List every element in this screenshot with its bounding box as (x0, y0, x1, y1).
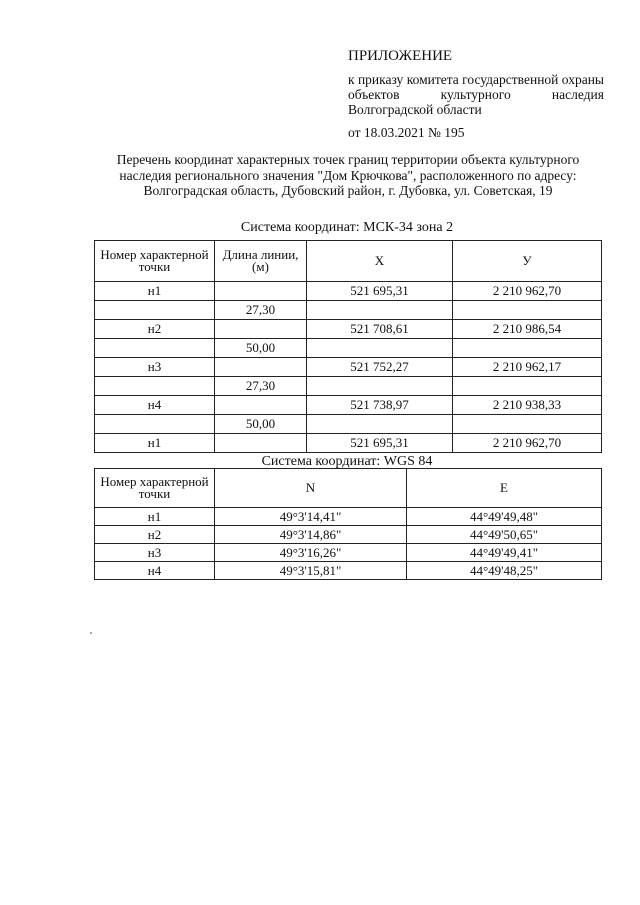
cell-e: 44°49'48,25" (407, 562, 602, 580)
header-e: E (407, 469, 602, 508)
order-reference: от 18.03.2021 № 195 (348, 125, 465, 140)
cell-x: 521 695,31 (307, 282, 453, 301)
cell-length: 27,30 (215, 301, 307, 320)
cell-point: н2 (95, 526, 215, 544)
table-row (95, 301, 602, 320)
cell-x: 521 738,97 (307, 396, 453, 415)
table-row (95, 562, 602, 580)
cell-x (307, 377, 453, 396)
msk34-coordinates-table (94, 240, 602, 453)
table-row (95, 434, 602, 453)
cell-point: н1 (95, 434, 215, 453)
cell-n: 49°3'15,81" (215, 562, 407, 580)
cell-point: н1 (95, 508, 215, 526)
cell-e: 44°49'49,48" (407, 508, 602, 526)
cell-y: 2 210 962,17 (453, 358, 602, 377)
table-row (95, 282, 602, 301)
cell-length (215, 434, 307, 453)
wgs84-coordinates-table (94, 468, 602, 580)
cell-length: 27,30 (215, 377, 307, 396)
cell-x (307, 415, 453, 434)
table-row (95, 377, 602, 396)
table-row (95, 415, 602, 434)
cell-n: 49°3'16,26" (215, 544, 407, 562)
cell-length (215, 396, 307, 415)
cell-x: 521 695,31 (307, 434, 453, 453)
header-point-number: Номер характерной точки (95, 469, 215, 508)
cell-e: 44°49'50,65" (407, 526, 602, 544)
cell-y (453, 339, 602, 358)
cell-y: 2 210 962,70 (453, 282, 602, 301)
cell-x: 521 752,27 (307, 358, 453, 377)
cell-point: н2 (95, 320, 215, 339)
table2-body (95, 508, 602, 580)
cell-n: 49°3'14,41" (215, 508, 407, 526)
cell-length (215, 282, 307, 301)
table1-caption: Система координат: МСК-34 зона 2 (240, 220, 454, 235)
cell-length: 50,00 (215, 415, 307, 434)
cell-y: 2 210 962,70 (453, 434, 602, 453)
header-n: N (215, 469, 407, 508)
cell-y (453, 301, 602, 320)
cell-x (307, 339, 453, 358)
cell-length: 50,00 (215, 339, 307, 358)
cell-point: н1 (95, 282, 215, 301)
table-row (95, 508, 602, 526)
table-row (95, 526, 602, 544)
cell-n: 49°3'14,86" (215, 526, 407, 544)
cell-point: н3 (95, 544, 215, 562)
table-row (95, 320, 602, 339)
scan-speck (90, 632, 92, 634)
cell-x: 521 708,61 (307, 320, 453, 339)
cell-point: н4 (95, 396, 215, 415)
table2-caption: Система координат: WGS 84 (261, 454, 433, 469)
cell-point: н4 (95, 562, 215, 580)
cell-point (95, 415, 215, 434)
table1-body (95, 282, 602, 453)
cell-y: 2 210 938,33 (453, 396, 602, 415)
cell-point (95, 301, 215, 320)
appendix-heading: ПРИЛОЖЕНИЕ (348, 48, 453, 64)
table-row (95, 339, 602, 358)
table2-header-row (95, 469, 602, 508)
cell-point (95, 377, 215, 396)
cell-y: 2 210 986,54 (453, 320, 602, 339)
header-x: X (307, 241, 453, 282)
cell-y (453, 415, 602, 434)
cell-point: н3 (95, 358, 215, 377)
cell-length (215, 358, 307, 377)
cell-e: 44°49'49,41" (407, 544, 602, 562)
appendix-order-text: к приказу комитета государственной охраны объектов культурного наследия Волгоградской области (348, 72, 604, 117)
table-row (95, 358, 602, 377)
table1-header-row (95, 241, 602, 282)
table-row (95, 544, 602, 562)
cell-length (215, 320, 307, 339)
header-line-length: Длина линии, (м) (215, 241, 307, 282)
header-y: У (453, 241, 602, 282)
document-title: Перечень координат характерных точек границ территории объекта культурного наследия регионального значения "Дом Крючкова", расположенного по адресу: Волгоградская область, Дубовский район, г. Дубовка, ул. Советская, 19 (116, 152, 580, 198)
cell-point (95, 339, 215, 358)
header-point-number: Номер характерной точки (95, 241, 215, 282)
cell-y (453, 377, 602, 396)
cell-x (307, 301, 453, 320)
table-row (95, 396, 602, 415)
